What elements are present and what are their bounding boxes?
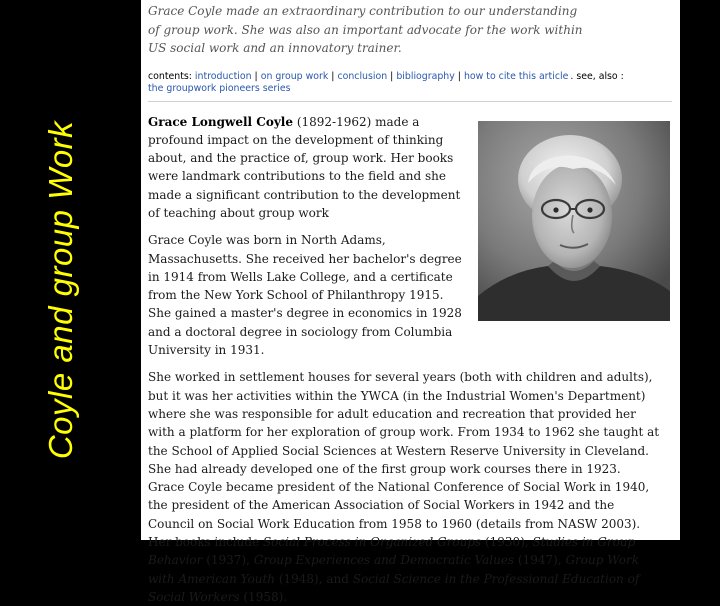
- portrait-icon: [478, 121, 670, 321]
- article-page: [141, 0, 680, 604]
- book-title: Social Science in the Professional Education of Social Workers: [148, 571, 640, 604]
- book-title: Group Experiences and Democratic Values: [253, 553, 515, 568]
- nav-link-conclusion[interactable]: conclusion: [337, 70, 388, 82]
- book-year: (1948), and: [275, 571, 353, 586]
- nav-link-pioneers-series[interactable]: the groupwork pioneers series: [148, 82, 291, 94]
- nav-link-bibliography[interactable]: bibliography: [396, 70, 455, 82]
- paragraph-biography: Grace Coyle was born in North Adams, Massachusetts. She received her bachelor's degree in 1914 from Wells Lake College, and a certificate from the New York School of Philanthropy 1915. She gained a master's degree in economics in 1928 and a doctoral degree in sociology from Columbia University in 1931.: [148, 233, 462, 358]
- nav-separator: |: [331, 70, 335, 82]
- nav-link-on-group-work[interactable]: on group work: [260, 70, 329, 82]
- book-title: Group Work with American Youth: [148, 553, 639, 586]
- book-title: Studies in Group Behavior: [148, 535, 636, 568]
- article-content: [148, 0, 676, 606]
- article-intro: Grace Coyle made an extraordinary contribution to our understanding of group work. She was also an important advocate for the work within US social work and an innovatory trainer.: [148, 4, 583, 55]
- nav-separator: |: [457, 70, 461, 82]
- contents-label: contents:: [148, 70, 192, 82]
- paragraph-intro: [148, 113, 463, 223]
- book-year: (1958).: [239, 589, 288, 604]
- slide-title: Coyle and group Work: [42, 120, 79, 460]
- book-year: (1937),: [202, 553, 254, 568]
- see-also-label: . see, also :: [570, 70, 624, 82]
- book-year: (1947),: [514, 553, 566, 568]
- paragraph-career: [148, 368, 660, 606]
- contents-nav: [148, 71, 676, 95]
- subject-name: Grace Longwell Coyle: [148, 114, 294, 129]
- slide-title-panel: [0, 0, 120, 540]
- nav-separator: |: [254, 70, 258, 82]
- paragraph-career-text: She worked in settlement houses for several years (both with children and adults), but it was her activities within the YWCA (in the Industrial Women's Department) where she was responsible for adult education and recreation that provided her with a platform for her exploration of group work. From 1934 to 1962 she taught at the School of Applied Social Sciences at Western Reserve University in Cleveland. She had already developed one of the first group work courses there in 1923. Grace Coyle became president of the National Conference of Social Work in 1940, the president of the American Association of Social Workers in 1942 and the Council on Social Work Education from 1958 to 1960 (details from NASW 2003). Her books include: [148, 370, 660, 550]
- divider: [148, 101, 672, 102]
- paragraph-intro-text: (1892-1962) made a profound impact on the development of thinking about, and the practice of, group work. Her books were landmark contributions to the field and she made a significant contribution to the development of teaching about group work: [148, 114, 461, 220]
- right-margin: [680, 0, 720, 540]
- nav-link-how-to-cite[interactable]: how to cite this article: [463, 70, 569, 82]
- nav-separator: |: [390, 70, 394, 82]
- portrait-photo: [478, 121, 670, 321]
- book-year: (1930),: [481, 535, 533, 550]
- nav-link-introduction[interactable]: introduction: [194, 70, 252, 82]
- book-title: Social Process in Organized Groups: [262, 535, 482, 550]
